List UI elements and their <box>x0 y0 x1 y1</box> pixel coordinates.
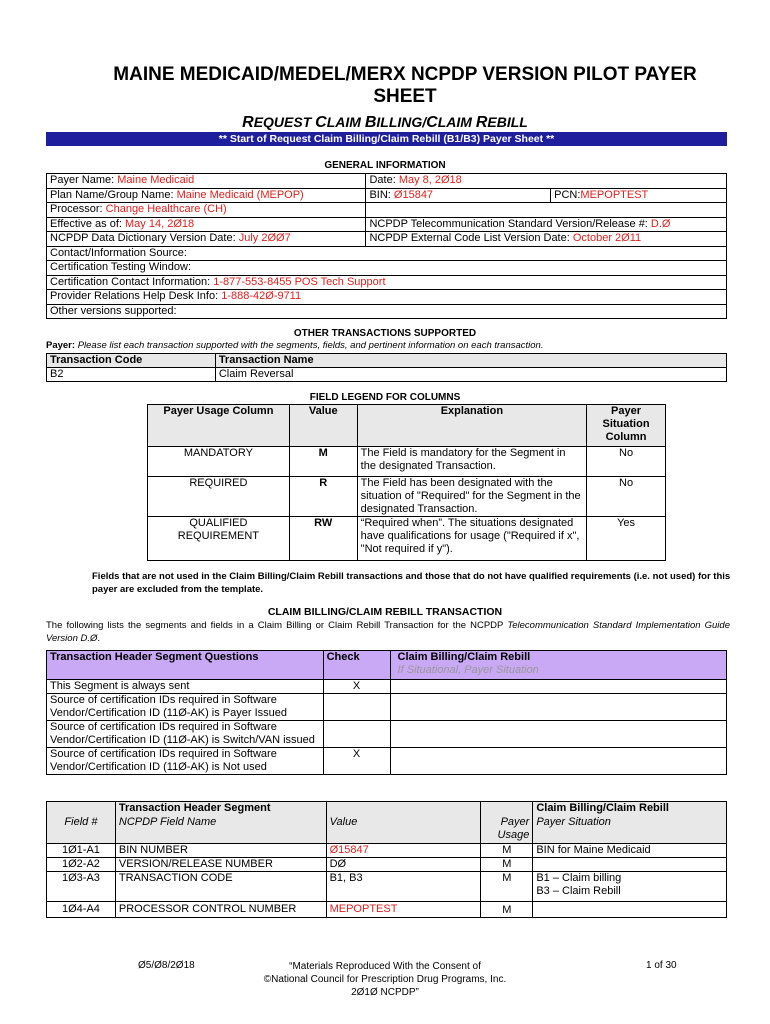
footer-page-number: 1 of 30 <box>646 960 677 971</box>
field-name: TRANSACTION CODE <box>115 872 326 902</box>
cbr-intro: The following lists the segments and fields in a Claim Billing or Claim Rebill Transaction for the NCPDP Telecommunication Standard Implementation Guide Version D.Ø. <box>46 620 730 644</box>
cert-window-cell: Certification Testing Window: <box>47 261 727 276</box>
question-cell: This Segment is always sent <box>47 680 324 694</box>
field-usage: M <box>481 844 533 858</box>
situation-header: Payer Situation <box>533 816 727 844</box>
field-value: MEPOPTEST <box>326 902 481 918</box>
tx-code-cell: B2 <box>47 368 216 382</box>
cb-header: Claim Billing/Claim Rebill <box>533 802 727 816</box>
page-title <box>60 64 750 108</box>
payer-name-cell: Payer Name: Maine Medicaid <box>47 174 366 189</box>
other-tx-heading: OTHER TRANSACTIONS SUPPORTED <box>293 328 477 339</box>
field-usage: M <box>481 872 533 902</box>
legend-value-header: Value <box>289 405 357 447</box>
subtitle: REQUEST CLAIM BILLING/CLAIM REBILL <box>242 114 528 131</box>
title-line-2: SHEET <box>373 86 437 107</box>
check-cell: X <box>323 680 390 694</box>
field-name: BIN NUMBER <box>115 844 326 858</box>
legend-situation: No <box>587 447 666 477</box>
field-situation: BIN for Maine Medicaid <box>533 844 727 858</box>
legend-explanation: The Field is mandatory for the Segment in the designated Transaction. <box>357 447 586 477</box>
legend-situation: Yes <box>587 517 666 561</box>
help-desk-cell: Provider Relations Help Desk Info: 1-888-42Ø-9711 <box>47 290 727 305</box>
general-info-table <box>46 173 727 319</box>
field-header: Field # <box>47 816 116 844</box>
cert-contact-cell: Certification Contact Information: 1-877-553-8455 POS Tech Support <box>47 275 727 290</box>
field-situation: B1 – Claim billing B3 – Claim Rebill <box>533 872 727 902</box>
general-info-heading: GENERAL INFORMATION <box>324 160 446 171</box>
check-header: Check <box>323 651 390 680</box>
other-versions-cell: Other versions supported: <box>47 304 727 319</box>
bin-cell: BIN: Ø15847 <box>366 188 551 203</box>
legend-explanation: “Required when”. The situations designated have qualifications for usage ("Required if x", "Not required if y"). <box>357 517 586 561</box>
tx-code-header: Transaction Code <box>47 354 216 368</box>
tx-name-header: Transaction Name <box>215 354 726 368</box>
processor-cell: Processor: Change Healthcare (CH) <box>47 203 366 218</box>
field-value: B1, B3 <box>326 872 481 902</box>
legend-table <box>147 404 666 561</box>
cbr-header: Claim Billing/Claim Rebill If Situational, Payer Situation <box>390 651 726 680</box>
legend-explanation-header: Explanation <box>357 405 586 447</box>
legend-value: R <box>289 477 357 517</box>
footer-date: Ø5/Ø8/2Ø18 <box>138 960 195 971</box>
other-tx-table <box>46 353 727 382</box>
field-num: 1Ø3-A3 <box>47 872 116 902</box>
ext-cell: NCPDP External Code List Version Date: October 2Ø11 <box>366 232 727 247</box>
value-header: Value <box>326 816 481 844</box>
legend-usage: MANDATORY <box>148 447 290 477</box>
field-usage: M <box>481 858 533 872</box>
field-num: 1Ø2-A2 <box>47 858 116 872</box>
legend-usage-header: Payer Usage Column <box>148 405 290 447</box>
tx-name-cell: Claim Reversal <box>215 368 726 382</box>
question-cell: Source of certification IDs required in Software Vendor/Certification ID (11Ø-AK) is Not used <box>47 748 324 775</box>
question-cell: Source of certification IDs required in Software Vendor/Certification ID (11Ø-AK) is Payer Issued <box>47 694 324 721</box>
title-line-1: MAINE MEDICAID/MEDEL/MERX NCPDP VERSION PILOT PAYER <box>113 64 697 85</box>
legend-usage: QUALIFIED REQUIREMENT <box>148 517 290 561</box>
pcn-cell: PCN:MEPOPTEST <box>551 188 727 203</box>
plan-cell: Plan Name/Group Name: Maine Medicaid (MEPOP) <box>47 188 366 203</box>
field-value: Ø15847 <box>326 844 481 858</box>
footer-copyright: “Materials Reproduced With the Consent of ©National Council for Prescription Drug Programs, Inc. 2Ø1Ø NCPDP” <box>263 961 507 998</box>
other-tx-note: Payer: Please list each transaction supported with the segments, fields, and pertinent information on each transaction. <box>46 340 544 351</box>
legend-situation: No <box>587 477 666 517</box>
question-cell: Source of certification IDs required in Software Vendor/Certification ID (11Ø-AK) is Switch/VAN issued <box>47 721 324 748</box>
field-num: 1Ø4-A4 <box>47 902 116 918</box>
legend-explanation: The Field has been designated with the situation of "Required" for the Segment in the designated Transaction. <box>357 477 586 517</box>
field-value: DØ <box>326 858 481 872</box>
field-name: PROCESSOR CONTROL NUMBER <box>115 902 326 918</box>
questions-header: Transaction Header Segment Questions <box>47 651 324 680</box>
check-cell <box>323 721 390 748</box>
field-num: 1Ø1-A1 <box>47 844 116 858</box>
usage-header: Payer Usage <box>481 816 533 844</box>
contact-source-cell: Contact/Information Source: <box>47 246 727 261</box>
dict-cell: NCPDP Data Dictionary Version Date: July 2ØØ7 <box>47 232 366 247</box>
legend-situation-header: Payer Situation Column <box>587 405 666 447</box>
name-header: NCPDP Field Name <box>115 816 326 844</box>
legend-usage: REQUIRED <box>148 477 290 517</box>
legend-heading: FIELD LEGEND FOR COLUMNS <box>309 392 461 403</box>
header-segment-table <box>46 801 727 918</box>
cbr-heading: CLAIM BILLING/CLAIM REBILL TRANSACTION <box>267 606 503 618</box>
legend-value: M <box>289 447 357 477</box>
telecom-cell: NCPDP Telecommunication Standard Version/Release #: D.Ø <box>366 217 727 232</box>
field-name: VERSION/RELEASE NUMBER <box>115 858 326 872</box>
legend-value: RW <box>289 517 357 561</box>
seg-header: Transaction Header Segment <box>115 802 326 816</box>
fields-note: Fields that are not used in the Claim Billing/Claim Rebill transactions and those that do not have qualified requirements (i.e. not used) for this payer are excluded from the template. <box>92 571 731 595</box>
header-questions-table <box>46 650 727 775</box>
check-cell <box>323 694 390 721</box>
check-cell: X <box>323 748 390 775</box>
effective-cell: Effective as of: May 14, 2Ø18 <box>47 217 366 232</box>
date-cell: Date: May 8, 2Ø18 <box>366 174 727 189</box>
field-usage: M <box>481 902 533 918</box>
start-banner: ** Start of Request Claim Billing/Claim Rebill (B1/B3) Payer Sheet ** <box>46 132 727 146</box>
